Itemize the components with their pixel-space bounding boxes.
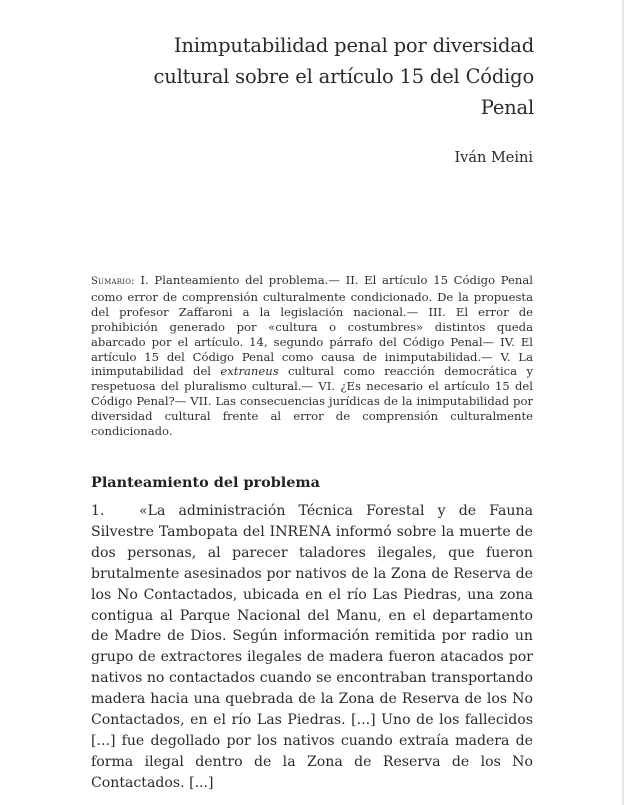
summary-block: [91, 273, 533, 439]
summary-text-part-1: I. Planteamiento del problema.— II. El artículo 15 Código Penal como error de comprensión culturalmente condicionado. De la propuesta del profesor Zaffaroni a la legislación nacional.— III. El error de prohibición generado por «cultura o costumbres» distintos queda abarcado por el artículo. 14, segundo párrafo del Código Penal— IV. El artículo 15 del Código Penal como causa de inimputabilidad.— V. La inimputabilidad del: [91, 273, 533, 379]
summary-text-part-2: cultural como reacción democrática y respetuosa del pluralismo cultural.— VI. ¿Es necesario el artículo 15 del Código Penal?— VII. Las consecuencias jurídicas de la inimputabilidad por diversidad cultural frente al error de comprensión culturalmente condicionado.: [91, 364, 533, 439]
summary-emphasis: extraneus: [220, 364, 279, 379]
document-title: Inimputabilidad penal por diversidad cultural sobre el artículo 15 del Código Penal: [153, 34, 534, 119]
author-name: Iván Meini: [454, 150, 533, 166]
paragraph-text: «La administración Técnica Forestal y de Fauna Silvestre Tambopata del INRENA informó sobre la muerte de dos personas, al parecer taladores ilegales, que fueron brutalmente asesinados por nativos de la Zona de Reserva de los No Contactados, ubicada en el río Las Piedras, una zona contigua al Parque Nacional del Manu, en el departamento de Madre de Dios. Según información remitida por radio un grupo de extractores ilegales de madera fueron atacados por nativos no contactados cuando se encontraban transportando madera hacia una quebrada de la Zona de Reserva de los No Contactados, en el río Las Piedras. [...] Uno de los fallecidos [...] fue degollado por los nativos cuando extraía madera de forma ilegal dentro de la Zona de Reserva de los No Contactados. [...]: [91, 503, 533, 791]
section-heading: Planteamiento del problema: [91, 474, 320, 491]
summary-label: Sumario:: [91, 276, 135, 287]
body-paragraph: [91, 501, 533, 794]
paragraph-number: 1.: [91, 503, 105, 519]
